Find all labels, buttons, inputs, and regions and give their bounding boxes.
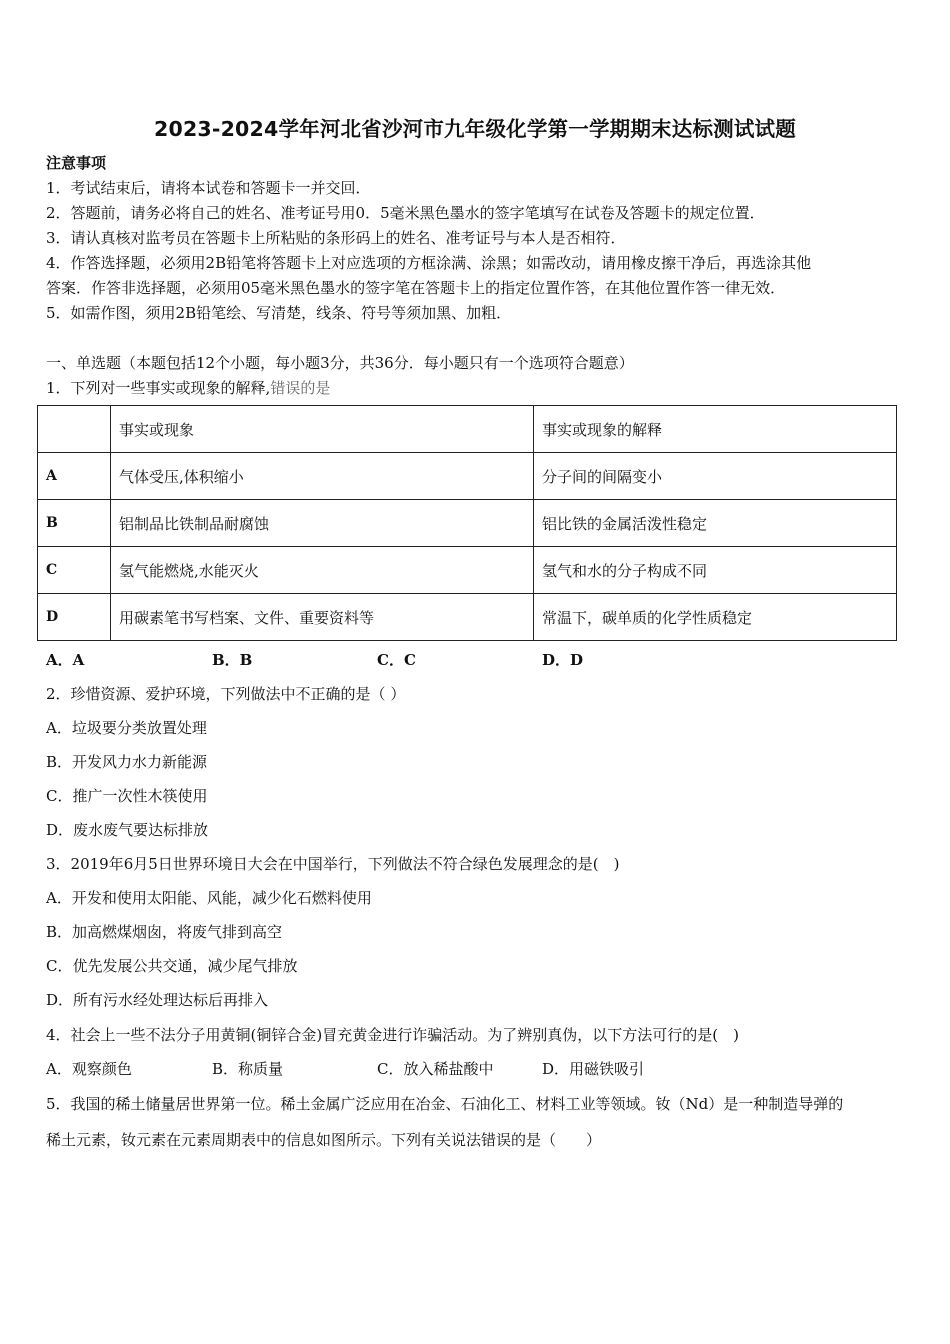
table-cell: A — [38, 453, 111, 500]
notice-item-3: 3．请认真核对监考员在答题卡上所粘贴的条形码上的姓名、准考证号与本人是否相符． — [46, 229, 626, 247]
table-header-row — [38, 406, 897, 453]
table-header-cell — [38, 406, 111, 453]
q1-table — [37, 405, 897, 641]
table-row — [38, 594, 897, 641]
q1-stem — [46, 377, 330, 398]
q3-option-a: A．开发和使用太阳能、风能，减少化石燃料使用 — [46, 889, 372, 907]
notice-item-2: 2．答题前，请务必将自己的姓名、准考证号用0．5毫米黑色墨水的签字笔填写在试卷及答题卡的规定位置． — [46, 204, 765, 222]
q4-option-b: B．称质量 — [212, 1060, 284, 1078]
notice-item-1: 1．考试结束后，请将本试卷和答题卡一并交回． — [46, 179, 371, 197]
q5-stem-line2: 稀土元素，钕元素在元素周期表中的信息如图所示。下列有关说法错误的是（ ） — [46, 1131, 602, 1149]
table-cell: 常温下，碳单质的化学性质稳定 — [534, 594, 897, 641]
table-row — [38, 547, 897, 594]
q2-option-c: C．推广一次性木筷使用 — [46, 787, 208, 805]
q1-option-c: C．C — [377, 651, 416, 669]
notice-item-4: 4．作答选择题，必须用2B铅笔将答题卡上对应选项的方框涂满、涂黑；如需改动，请用橡皮擦干净后，再选涂其他 — [46, 254, 812, 272]
q1-stem-text: 1．下列对一些事实或现象的解释, — [46, 379, 271, 397]
notice-item-4-cont: 答案．作答非选择题，必须用05毫米黑色墨水的签字笔在答题卡上的指定位置作答，在其他位置作答一律无效． — [46, 279, 786, 297]
q3-option-b: B．加高燃煤烟囱，将废气排到高空 — [46, 923, 283, 941]
table-cell: 分子间的间隔变小 — [534, 453, 897, 500]
page-title: 2023-2024学年河北省沙河市九年级化学第一学期期末达标测试试题 — [154, 117, 796, 141]
q4-option-c: C．放入稀盐酸中 — [377, 1060, 494, 1078]
table-cell: B — [38, 500, 111, 547]
notice-heading: 注意事项 — [46, 154, 107, 172]
section-heading: 一、单选题（本题包括12个小题，每小题3分，共36分．每小题只有一个选项符合题意） — [46, 354, 634, 372]
q4-option-a: A．观察颜色 — [46, 1060, 132, 1078]
q1-option-d: D．D — [542, 651, 584, 669]
q3-option-d: D．所有污水经处理达标后再排入 — [46, 991, 269, 1009]
table-cell: 铝比铁的金属活泼性稳定 — [534, 500, 897, 547]
table-row — [38, 453, 897, 500]
table-cell: 气体受压,体积缩小 — [111, 453, 534, 500]
table-header-cell: 事实或现象 — [111, 406, 534, 453]
q2-option-b: B．开发风力水力新能源 — [46, 753, 208, 771]
table-cell: 氢气能燃烧,水能灭火 — [111, 547, 534, 594]
table-row — [38, 500, 897, 547]
table-cell: 氢气和水的分子构成不同 — [534, 547, 897, 594]
q3-stem: 3．2019年6月5日世界环境日大会在中国举行，下列做法不符合绿色发展理念的是( ) — [46, 855, 620, 873]
table-cell: 铝制品比铁制品耐腐蚀 — [111, 500, 534, 547]
table-cell: D — [38, 594, 111, 641]
q3-option-c: C．优先发展公共交通，减少尾气排放 — [46, 957, 298, 975]
table-cell: 用碳素笔书写档案、文件、重要资料等 — [111, 594, 534, 641]
q2-option-d: D．废水废气要达标排放 — [46, 821, 209, 839]
q2-option-a: A．垃圾要分类放置处理 — [46, 719, 207, 737]
q4-option-d: D．用磁铁吸引 — [542, 1060, 645, 1078]
q2-stem: 2．珍惜资源、爱护环境，下列做法中不正确的是（ ） — [46, 685, 406, 703]
q1-stem-emphasis: 错误的是 — [270, 379, 331, 397]
q5-stem-line1: 5．我国的稀土储量居世界第一位。稀土金属广泛应用在冶金、石油化工、材料工业等领域。钕（Nd）是一种制造导弹的 — [46, 1095, 844, 1113]
q4-stem: 4．社会上一些不法分子用黄铜(铜锌合金)冒充黄金进行诈骗活动。为了辨别真伪，以下方法可行的是( ) — [46, 1026, 739, 1044]
table-header-cell: 事实或现象的解释 — [534, 406, 897, 453]
q1-option-b: B．B — [212, 651, 253, 669]
notice-item-5: 5．如需作图，须用2B铅笔绘、写清楚，线条、符号等须加黑、加粗． — [46, 304, 512, 322]
q1-option-a: A．A — [46, 651, 85, 669]
table-cell: C — [38, 547, 111, 594]
